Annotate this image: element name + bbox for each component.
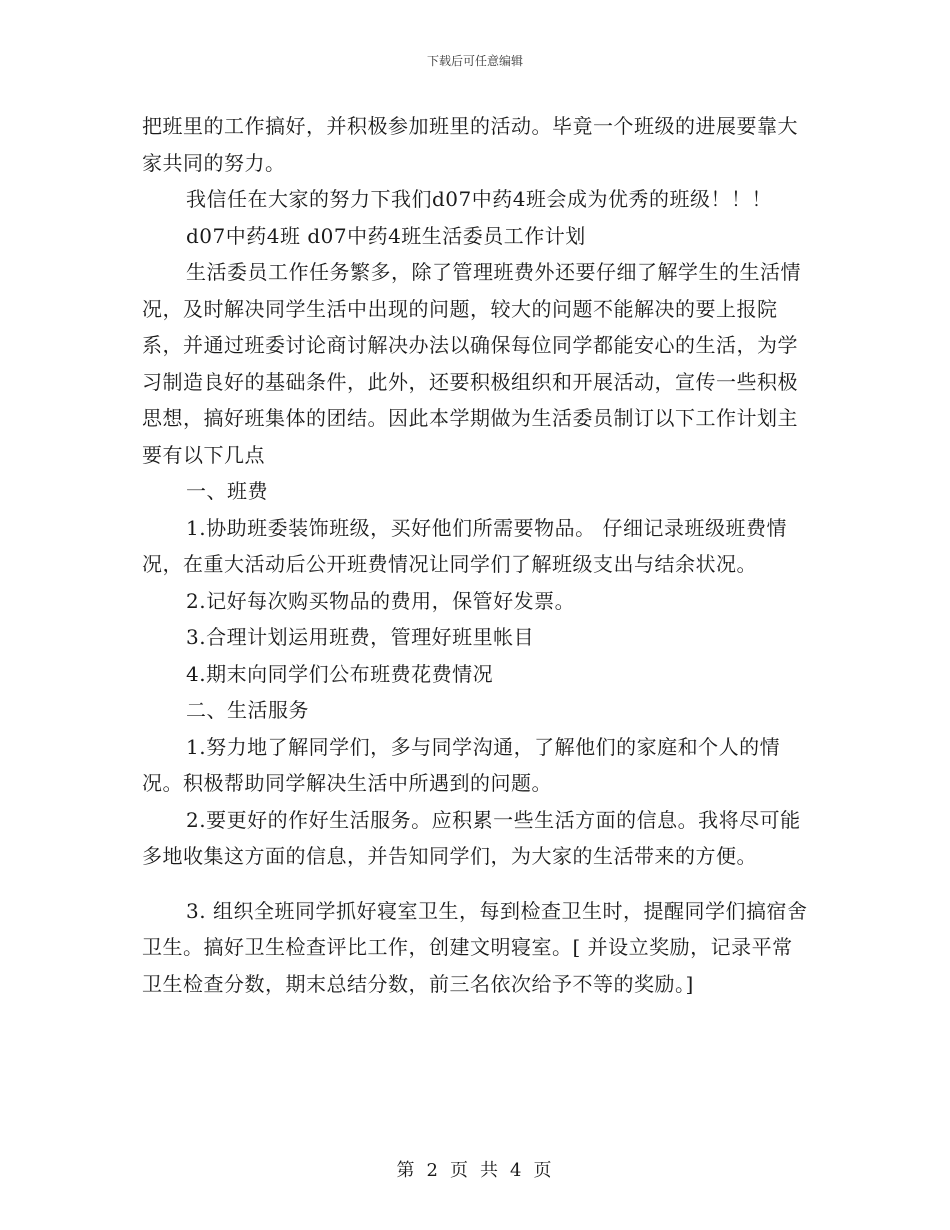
footer-page-word: 页 — [450, 1160, 470, 1181]
document-body — [142, 108, 812, 1002]
footer-current-page: 2 — [426, 1160, 440, 1181]
section-heading-life-service: 二、生活服务 — [186, 698, 309, 722]
footer-total-pages: 4 — [510, 1160, 524, 1181]
footer-prefix: 第 — [396, 1160, 417, 1181]
paragraph-gap — [142, 875, 812, 893]
page-footer — [0, 1156, 950, 1182]
footer-suffix: 页 — [533, 1160, 554, 1181]
page-header: 下载后可任意编辑 — [426, 54, 523, 68]
list-item-service-2: 2.要更好的作好生活服务。应积累一些生活方面的信息。我将尽可能多地收集这方面的信息，并告知同学们，为大家的生活带来的方便。 — [142, 807, 801, 868]
list-item-fee-4: 4.期末向同学们公布班费花费情况 — [186, 661, 494, 686]
section-heading-class-fee: 一、班费 — [186, 479, 268, 503]
paragraph-belief: 我信任在大家的努力下我们d07中药4班会成为优秀的班级！！！ — [186, 187, 772, 211]
list-item-service-3: 3. 组织全班同学抓好寝室卫生，每到检查卫生时，提醒同学们搞宿舍卫生。搞好卫生检查评比工作，创建文明寝室。[ 并设立奖励，记录平常卫生检查分数，期末总结分数，前三名依次给予不等的奖励。] — [142, 898, 808, 996]
paragraph-plan-title: d07中药4班 d07中药4班生活委员工作计划 — [186, 223, 586, 248]
list-item-fee-1: 1.协助班委装饰班级，买好他们所需要物品。 仔细记录班级班费情况，在重大活动后公开班费情况让同学们了解班级支出与结余状况。 — [142, 515, 787, 576]
list-item-service-1: 1.努力地了解同学们，多与同学沟通，了解他们的家庭和个人的情况。积极帮助同学解决生活中所遇到的问题。 — [142, 734, 781, 795]
paragraph-intro: 生活委员工作任务繁多，除了管理班费外还要仔细了解学生的生活情况，及时解决同学生活中出现的问题，较大的问题不能解决的要上报院系，并通过班委讨论商讨解决办法以确保每位同学都能安心的生活，为学习制造良好的基础条件，此外，还要积极组织和开展活动，宣传一些积极思想，搞好班集体的团结。因此本学期做为生活委员制订以下工作计划主要有以下几点 — [142, 260, 801, 467]
list-item-fee-2: 2.记好每次购买物品的费用，保管好发票。 — [186, 588, 576, 613]
footer-total-word: 共 — [480, 1160, 500, 1181]
paragraph-continuation: 把班里的工作搞好，并积极参加班里的活动。毕竟一个班级的进展要靠大家共同的努力。 — [142, 114, 798, 175]
list-item-fee-3: 3.合理计划运用班费，管理好班里帐目 — [186, 625, 535, 649]
